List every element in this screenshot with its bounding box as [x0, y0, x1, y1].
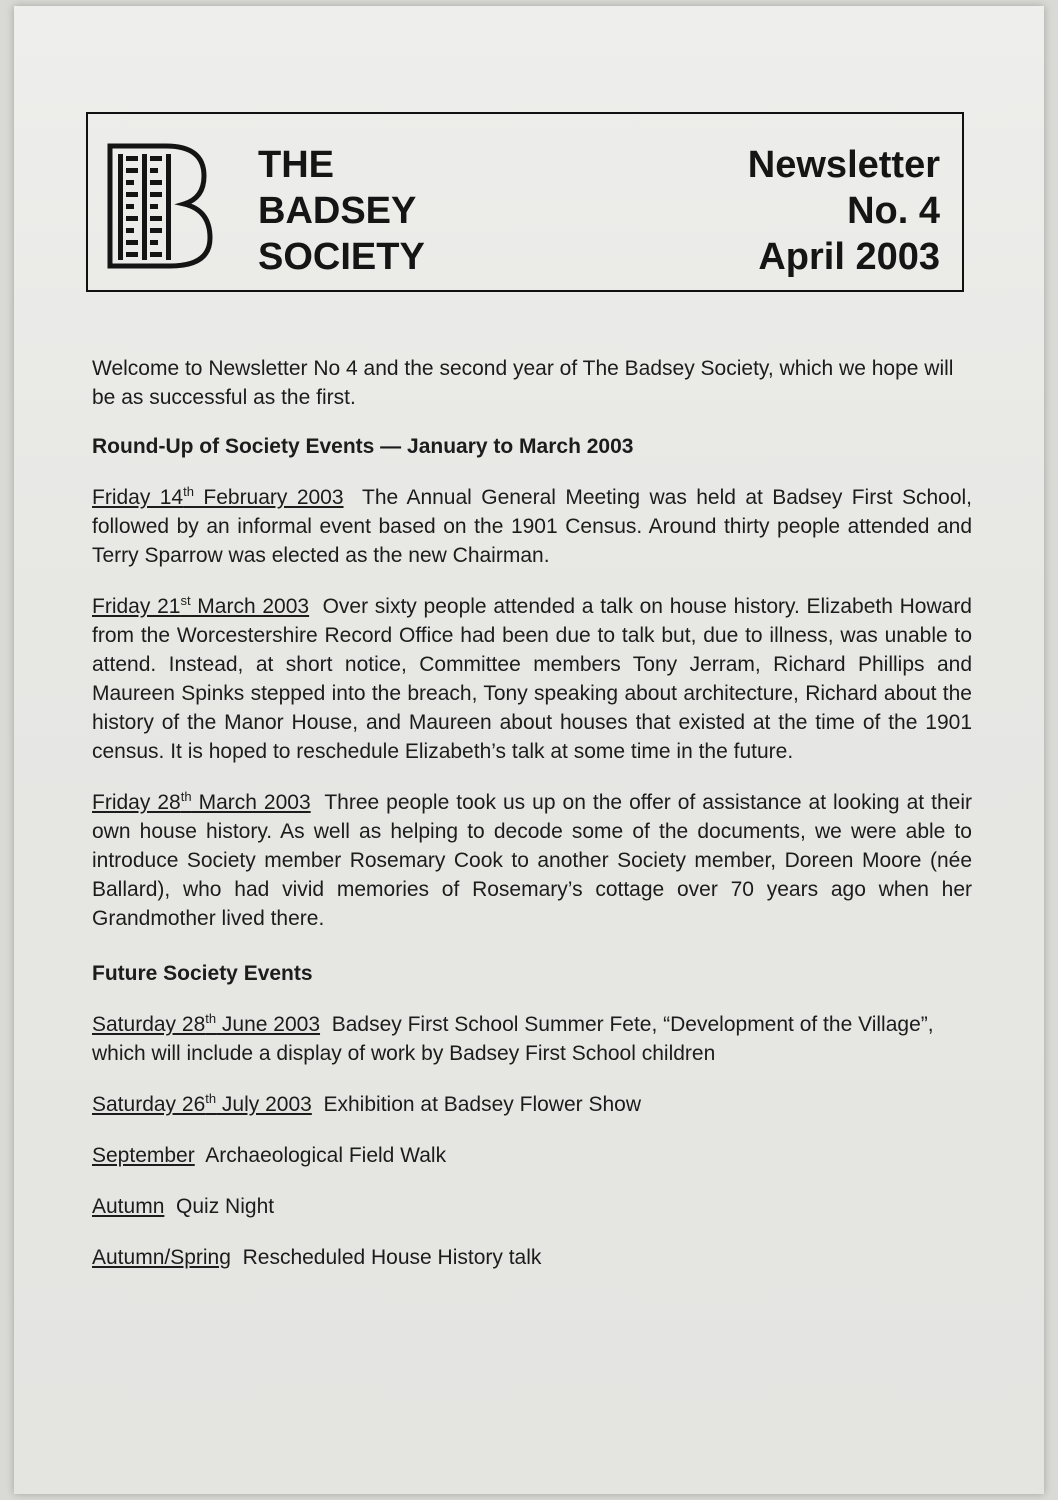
society-name-line1: THE: [258, 144, 334, 186]
future-event-suffix: th: [205, 1091, 217, 1106]
future-event: [92, 1090, 972, 1119]
future-event-text: Rescheduled House History talk: [242, 1246, 542, 1269]
society-name-line2: BADSEY: [258, 190, 417, 232]
issue-date: April 2003: [758, 236, 940, 278]
future-event-date: [92, 1013, 320, 1036]
event-date-day: Friday 28: [92, 791, 181, 814]
event-date-suffix: th: [180, 789, 192, 804]
society-name-line3: SOCIETY: [258, 236, 425, 278]
society-name: [258, 142, 425, 280]
event-date: [92, 791, 311, 814]
future-event-date: [92, 1246, 231, 1269]
roundup-heading: Round-Up of Society Events — January to March 2003: [92, 435, 634, 458]
future-event-suffix: th: [205, 1011, 217, 1026]
future-event-date: [92, 1093, 312, 1116]
future-event-day: September: [92, 1144, 195, 1167]
event-text: Three people took us up on the offer of assistance at looking at their own house history. As well as helping to decode some of the documents, we were able to introduce Society member Rosemary Cook to another Society member, Doreen Moore (née Ballard), who had vivid memories of Rosemary’s cottage over 70 years ago when her Grandmother lived there.: [92, 791, 972, 930]
issue-number: No. 4: [847, 190, 940, 232]
event-date: [92, 486, 344, 509]
future-event-text: Exhibition at Badsey Flower Show: [323, 1093, 641, 1116]
newsletter-page: [14, 6, 1044, 1494]
future-event-day: Saturday 26: [92, 1093, 206, 1116]
future-event: [92, 1141, 972, 1170]
event-entry: [92, 592, 972, 766]
masthead: [86, 112, 964, 292]
future-event-day: Autumn: [92, 1195, 165, 1218]
event-text: Over sixty people attended a talk on house history. Elizabeth Howard from the Worcestershire Record Office had been due to talk but, due to illness, was unable to attend. Instead, at short notice, Committee members Tony Jerram, Richard Phillips and Maureen Spinks stepped into the breach, Tony speaking about architecture, Richard about the history of the Manor House, and Maureen about houses that existed at the time of the 1901 census. It is hoped to reschedule Elizabeth’s talk at some time in the future.: [92, 595, 972, 763]
future-event: [92, 1192, 972, 1221]
intro-paragraph: Welcome to Newsletter No 4 and the second year of The Badsey Society, which we hope will be as successful as the first.: [92, 357, 954, 409]
newsletter-body: [92, 354, 972, 1294]
future-event-date: [92, 1195, 164, 1218]
event-date-month: February 2003: [193, 486, 344, 509]
issue-info: [748, 142, 940, 280]
event-entry: [92, 788, 972, 933]
future-event-month: June 2003: [216, 1013, 321, 1036]
future-heading: Future Society Events: [92, 962, 313, 985]
event-date: [92, 595, 309, 618]
future-event: [92, 1243, 972, 1272]
badsey-society-logo: [106, 142, 236, 270]
future-event-text: Quiz Night: [176, 1195, 275, 1218]
event-text: The Annual General Meeting was held at Badsey First School, followed by an informal event based on the 1901 Census. Around thirty people attended and Terry Sparrow was elected as the new Chairman.: [92, 486, 973, 567]
event-date-suffix: st: [180, 593, 191, 608]
event-date-suffix: th: [183, 484, 194, 499]
future-event-text: Badsey First School Summer Fete, “Development of the Village”, which will include a display of work by Badsey First School children: [92, 1013, 934, 1065]
future-event-month: July 2003: [216, 1093, 312, 1116]
future-event-text: Archaeological Field Walk: [205, 1144, 447, 1167]
event-entry: [92, 483, 972, 570]
event-date-day: Friday 21: [92, 595, 181, 618]
issue-title: Newsletter: [747, 144, 940, 186]
future-event-day: Autumn/Spring: [92, 1246, 231, 1269]
future-event: [92, 1010, 972, 1068]
future-event-date: [92, 1144, 195, 1167]
event-date-month: March 2003: [190, 595, 310, 618]
future-event-day: Saturday 28: [92, 1013, 206, 1036]
event-date-day: Friday 14: [92, 486, 184, 509]
event-date-month: March 2003: [191, 791, 311, 814]
